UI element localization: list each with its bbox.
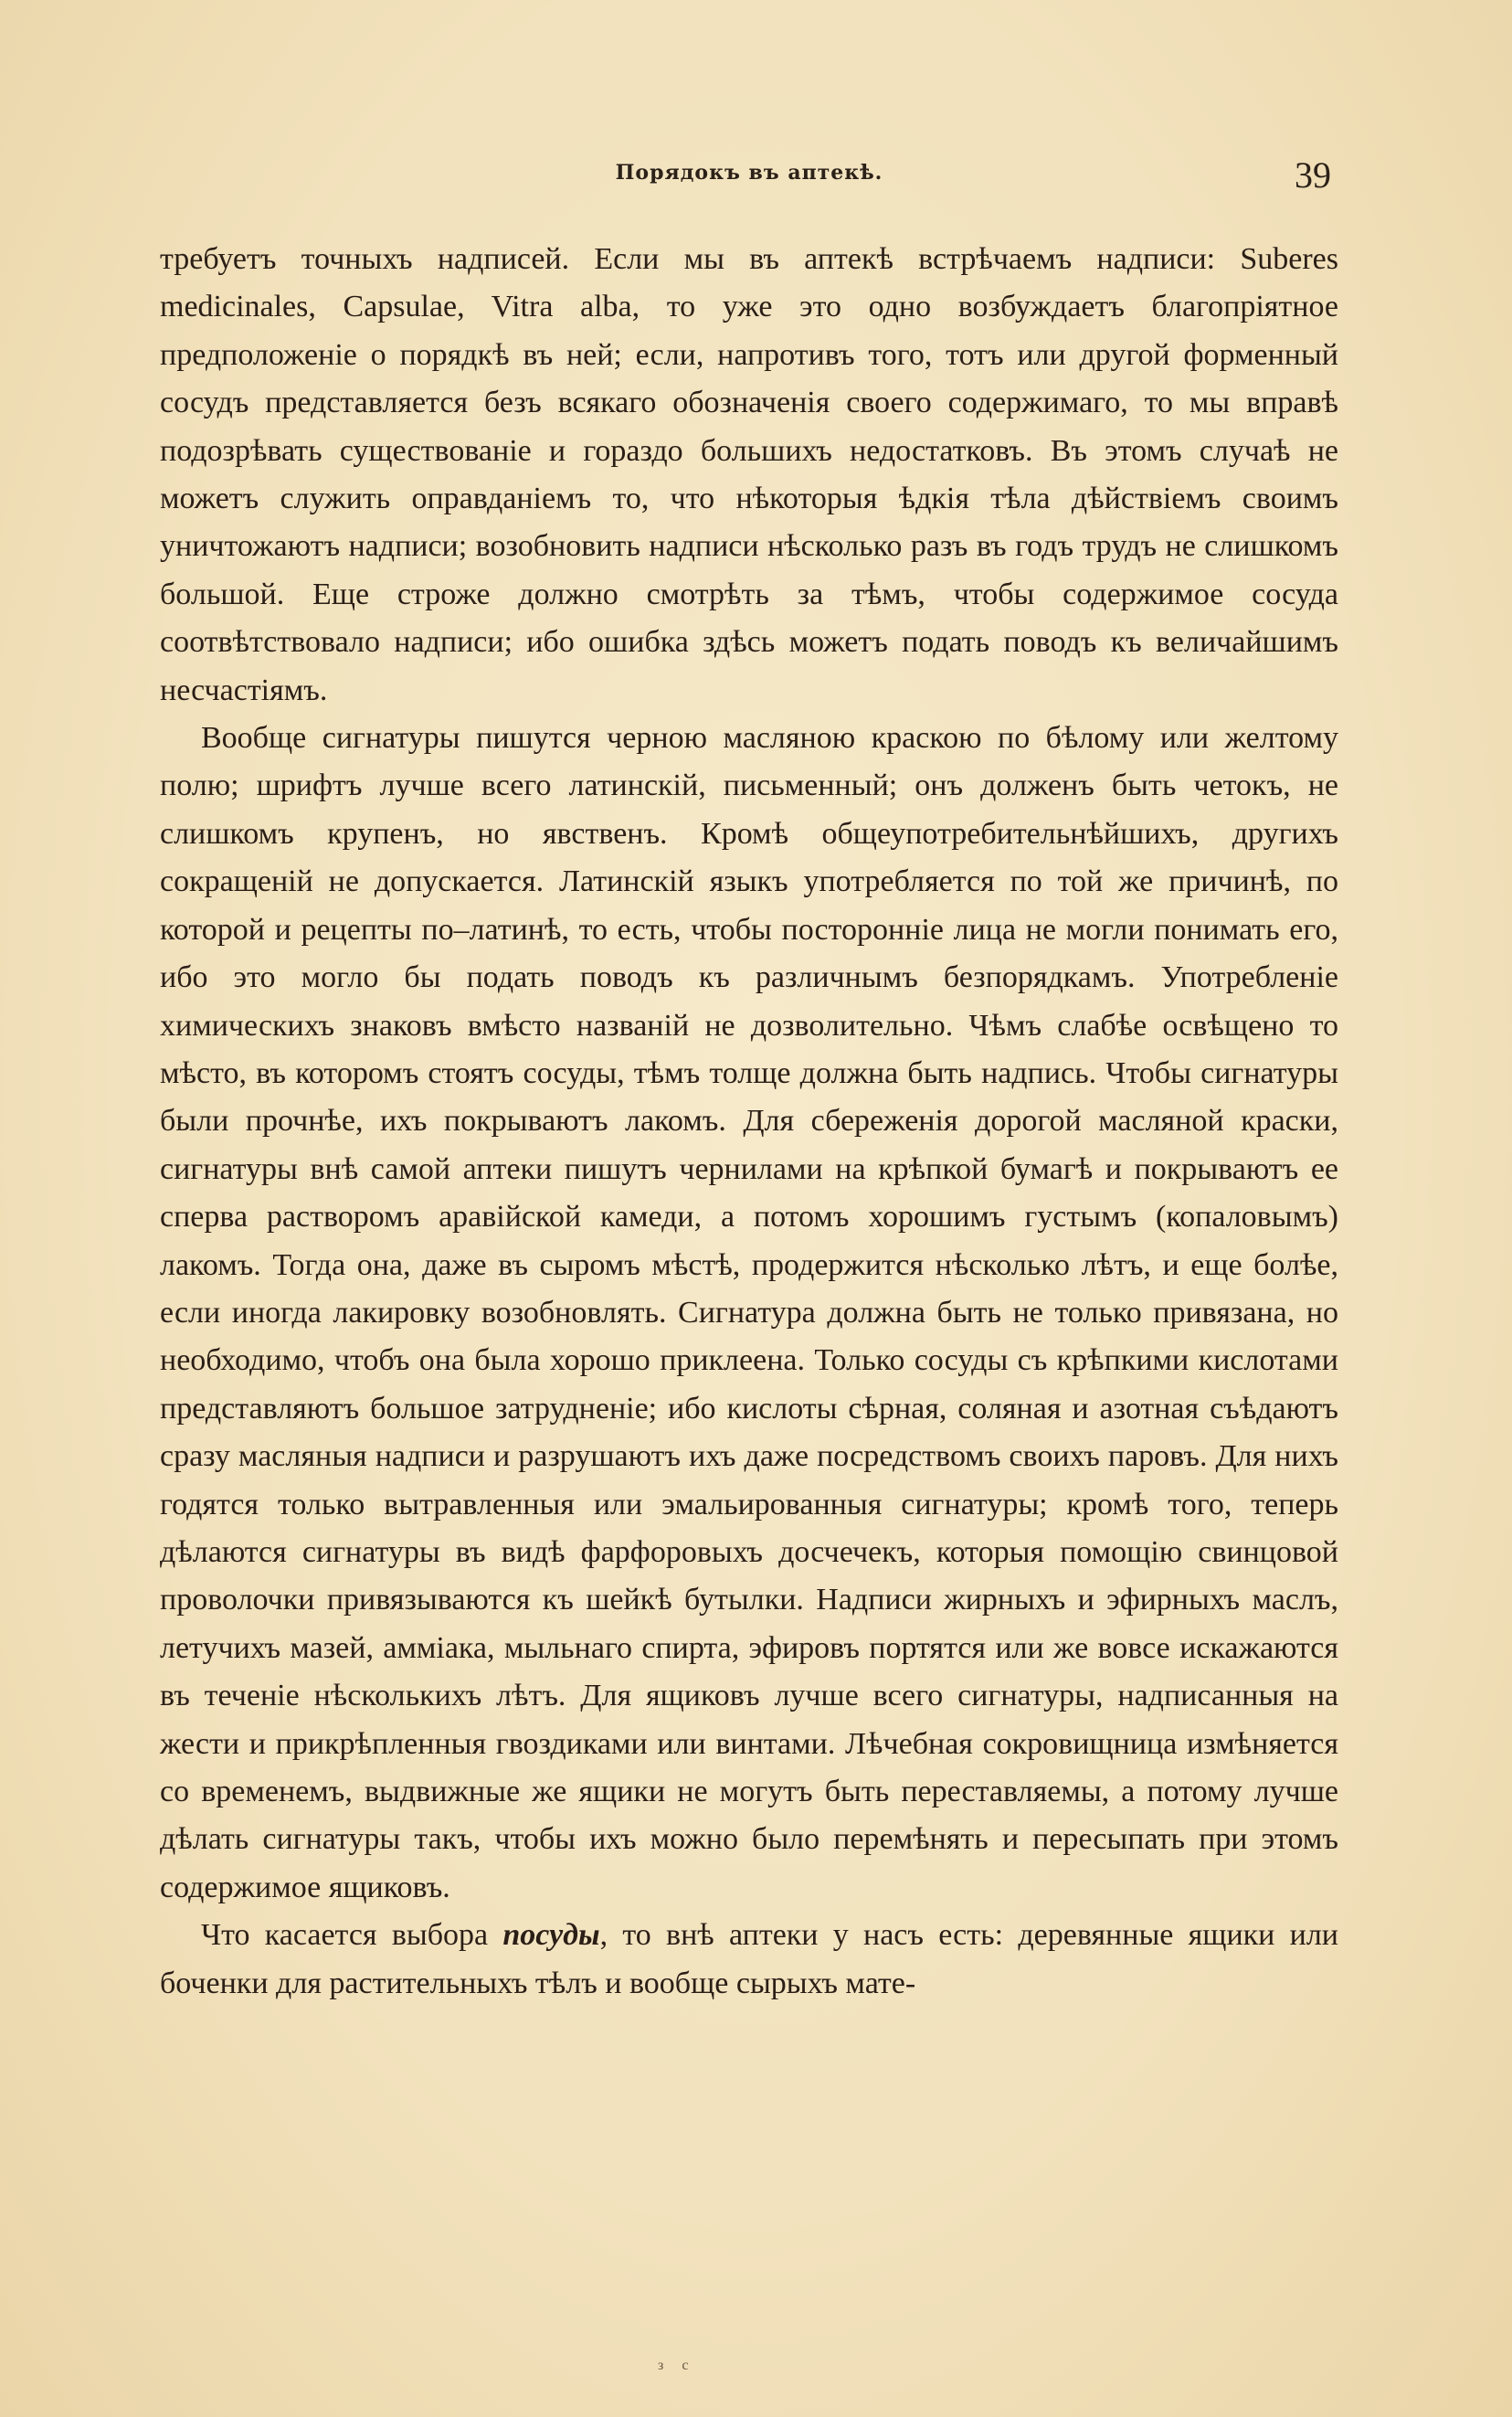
paragraph-3-emphasis: посуды (502, 1918, 600, 1953)
page-header (160, 154, 1338, 199)
paragraph-3 (160, 1912, 1338, 2008)
paragraph-1: требуетъ точныхъ надписей. Если мы въ аптекѣ встрѣчаемъ надписи: Suberes medicinales, Capsulae, Vitra alba, то уже это одно возбуждаетъ благопріятное предположеніе о порядкѣ въ ней; если, напротивъ того, тотъ или другой форменный сосудъ представляется безъ всякаго обозначенія своего содержимаго, то мы вправѣ подозрѣвать существованіе и гораздо большихъ недостатковъ. Въ этомъ случаѣ не можетъ служить оправданіемъ то, что нѣкоторыя ѣдкія тѣла дѣйствіемъ своимъ уничтожаютъ надписи; возобновить надписи нѣсколько разъ въ годъ трудъ не слишкомъ большой. Еще строже должно смотрѣть за тѣмъ, чтобы содержимое сосуда соотвѣтствовало надписи; ибо ошибка здѣсь можетъ подать поводъ къ величайшимъ несчастіямъ. (160, 242, 1338, 707)
page-number: 39 (1295, 154, 1331, 196)
paragraph-3-rest: , то внѣ аптеки у насъ есть: деревянные ящики или боченки для растительныхъ тѣлъ и вообще сырыхъ мате- (160, 1918, 1338, 2000)
signature-mark: з с (658, 2358, 696, 2373)
running-title: Порядокъ въ аптекѣ. (615, 161, 883, 185)
paragraph-3-lead: Что касается выбора (201, 1918, 503, 1953)
body-text (160, 236, 1338, 2008)
paragraph-2: Вообще сигнатуры пишутся черною масляною краскою по бѣлому или желтому полю; шрифтъ лучше всего латинскій, письменный; онъ долженъ быть четокъ, не слишкомъ крупенъ, но явственъ. Кромѣ общеупотребительнѣйшихъ, другихъ сокращеній не допускается. Латинскій языкъ употребляется по той же причинѣ, по которой и рецепты по–латинѣ, то есть, чтобы посторонніе лица не могли понимать его, ибо это могло бы подать поводъ къ различнымъ безпорядкамъ. Употребленіе химическихъ знаковъ вмѣсто названій не дозволительно. Чѣмъ слабѣе освѣщено то мѣсто, въ которомъ стоятъ сосуды, тѣмъ толще должна быть надпись. Чтобы сигнатуры были прочнѣе, ихъ покрываютъ лакомъ. Для сбереженія дорогой масляной краски, сигнатуры внѣ самой аптеки пишутъ чернилами на крѣпкой бумагѣ и покрываютъ ее сперва растворомъ аравійской камеди, а потомъ хорошимъ густымъ (копаловымъ) лакомъ. Тогда она, даже въ сыромъ мѣстѣ, продержится нѣсколько лѣтъ, и еще болѣе, если иногда лакировку возобновлять. Сигнатура должна быть не только привязана, но необходимо, чтобъ она была хорошо приклеена. Только сосуды съ крѣпкими кислотами представляютъ большое затрудненіе; ибо кислоты сѣрная, соляная и азотная съѣдаютъ сразу масляныя надписи и разрушаютъ ихъ даже посредствомъ своихъ паровъ. Для нихъ годятся только вытравленныя или эмальированныя сигнатуры; кромѣ того, теперь дѣлаются сигнатуры въ видѣ фарфоровыхъ досчечекъ, которыя помощію свинцовой проволочки привязываются къ шейкѣ бутылки. Надписи жирныхъ и эфирныхъ маслъ, летучихъ мазей, амміака, мыльнаго спирта, эфировъ портятся или же вовсе искажаются въ теченіе нѣсколькихъ лѣтъ. Для ящиковъ лучше всего сигнатуры, надписанныя на жести и прикрѣпленныя гвоздиками или винтами. Лѣчебная сокровищница измѣняется со временемъ, выдвижные же ящики не могутъ быть переставляемы, а потому лучше дѣлать сигнатуры такъ, чтобы ихъ можно было перемѣнять и пересыпать при этомъ содержимое ящиковъ. (160, 721, 1338, 1904)
